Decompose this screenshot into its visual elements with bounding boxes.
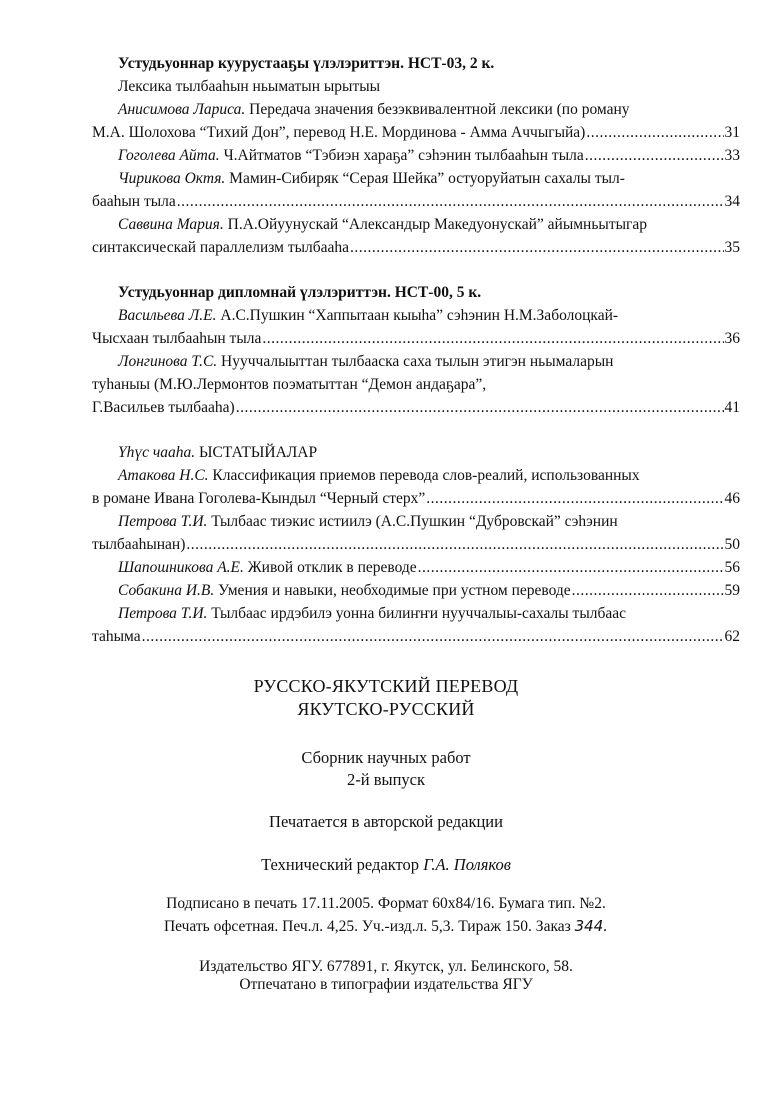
leader-dots (572, 579, 724, 602)
toc-entry-line (92, 396, 740, 419)
toc-entry (118, 579, 740, 602)
toc-entry-text: Шапошникова А.Е. Живой отклик в переводе (118, 559, 417, 576)
book-title-line1: РУССКО-ЯКУТСКИЙ ПЕРЕВОД (253, 676, 519, 696)
toc-page-number: 46 (724, 490, 740, 507)
toc-section (92, 52, 740, 259)
order-number: 344. (574, 917, 609, 935)
toc-entry-text: бааһын тыла (92, 193, 176, 210)
edition-note: Печатается в авторской редакции (269, 812, 503, 831)
toc-entry-text: в романе Ивана Гоголева-Кындыл “Черный стерх” (92, 490, 426, 507)
print-details-text: Печать офсетная. Печ.л. 4,25. Уч.-изд.л. 5,3. Тираж 150. Заказ (163, 918, 571, 935)
toc-entry-text: Саввина Мария. П.А.Ойуунускай “Александыр Македуонускай” айымньытыгар (118, 216, 648, 233)
toc-page-number: 59 (724, 582, 740, 599)
toc-subheading: Лексика тылбааһын ньыматын ырытыы (118, 78, 381, 95)
toc-entry-author: Петрова Т.И. (118, 513, 208, 530)
toc-entry (92, 98, 740, 144)
toc-entry-author: Собакина И.В. (118, 582, 215, 599)
tech-editor (0, 855, 772, 875)
print-details-line2 (0, 917, 772, 936)
toc-entry (118, 144, 740, 167)
toc-entry-line (118, 167, 740, 190)
toc-entry (92, 602, 740, 648)
toc-entry-text: М.А. Шолохова “Тихий Дон”, перевод Н.Е. Мординова - Амма Аччыгыйа) (92, 124, 586, 141)
toc-entry-line (92, 625, 740, 648)
toc-entry-line (118, 510, 740, 533)
toc-entry-author: Чирикова Октя. (118, 170, 226, 187)
toc-entry-text: Петрова Т.И. Тылбаас тиэкис истиилэ (А.С.Пушкин “Дубровскай” сэһэнин (118, 513, 618, 530)
toc-entry (92, 213, 740, 259)
publisher-address: Издательство ЯГУ. 677891, г. Якутск, ул. Белинского, 58. (199, 958, 573, 975)
toc-entry-text: Чирикова Октя. Мамин-Сибиряк “Серая Шейка” остуоруйатын сахалы тыл- (118, 170, 625, 187)
collection-label: Сборник научных работ (301, 748, 471, 767)
toc-section (92, 441, 740, 648)
toc-entry-text: Атакова Н.С. Классификация приемов перевода слов-реалий, использованных (118, 467, 640, 484)
toc-entry-text: Васильева Л.Е. А.С.Пушкин “Хаппытаан кыыһа” сэһэнин Н.М.Заболоцкай- (118, 307, 619, 324)
toc-entry (92, 304, 740, 350)
leader-dots (585, 144, 724, 167)
toc-entry-line (118, 304, 740, 327)
toc-page-number: 31 (724, 124, 740, 141)
toc-section (92, 281, 740, 419)
toc-entry-line (92, 121, 740, 144)
toc-entry-line (92, 533, 740, 556)
toc-entry-author: Атакова Н.С. (118, 467, 209, 484)
toc-entry-author: Гоголева Айта. (118, 147, 220, 164)
toc-entry-text: Г.Васильев тылбааһа) (92, 399, 235, 416)
table-of-contents (92, 52, 740, 670)
tech-editor-name: Г.А. Поляков (423, 855, 511, 874)
toc-entry-line (118, 144, 740, 167)
leader-dots (177, 190, 724, 213)
toc-entry-author: Васильева Л.Е. (118, 307, 217, 324)
toc-page-number: 62 (724, 628, 740, 645)
toc-entry-line (92, 190, 740, 213)
toc-entry-text: туһаныы (М.Ю.Лермонтов поэматыттан “Демон андаҕара”, (92, 376, 487, 393)
printing-house: Отпечатано в типографии издательства ЯГУ (239, 976, 533, 993)
toc-entry-line (92, 487, 740, 510)
toc-entry-text: Петрова Т.И. Тылбаас ирдэбилэ уонна билиҥҥи нууччалыы-сахалы тылбаас (118, 605, 626, 622)
book-title-line2: ЯКУТСКО-РУССКИЙ (297, 699, 475, 719)
toc-entry (118, 556, 740, 579)
toc-section-heading (118, 441, 740, 464)
leader-dots (426, 487, 723, 510)
toc-entry-line (92, 236, 740, 259)
toc-entry (92, 464, 740, 510)
toc-entry-text: тылбааһынан) (92, 536, 186, 553)
toc-entry-text: Гоголева Айта. Ч.Айтматов “Тэбиэн хараҕа” сэһэнин тылбааһын тыла (118, 147, 584, 164)
toc-part-label: Үһүс чааһа. (118, 444, 200, 461)
issue-label: 2-й выпуск (347, 770, 425, 789)
toc-entry-author: Петрова Т.И. (118, 605, 208, 622)
toc-entry-author: Саввина Мария. (118, 216, 224, 233)
toc-entry (92, 167, 740, 213)
toc-entry-author: Лонгинова Т.С. (118, 353, 218, 370)
tech-editor-label: Технический редактор (261, 855, 420, 874)
toc-entry-text: Чысхаан тылбааһын тыла (92, 330, 262, 347)
toc-entry-line (118, 464, 740, 487)
print-details-line1: Подписано в печать 17.11.2005. Формат 60x84/16. Бумага тип. №2. (166, 895, 606, 912)
toc-entry-line (92, 327, 740, 350)
toc-entry (92, 350, 740, 419)
toc-page-number: 33 (724, 147, 740, 164)
toc-entry-author: Шапошникова А.Е. (118, 559, 244, 576)
toc-page-number: 34 (724, 193, 740, 210)
toc-entry-text: Собакина И.В. Умения и навыки, необходимые при устном переводе (118, 582, 571, 599)
leader-dots (142, 625, 724, 648)
toc-part-title: ЫСТАТЫЙАЛАР (199, 444, 318, 461)
toc-entry-line (118, 579, 740, 602)
toc-section-heading: Устудьуоннар куурустааҕы үлэлэриттэн. НСТ-03, 2 к. (118, 55, 495, 72)
toc-page-number: 36 (724, 330, 740, 347)
leader-dots (262, 327, 723, 350)
toc-page-number: 56 (724, 559, 740, 576)
leader-dots (586, 121, 723, 144)
toc-entry-line (118, 602, 740, 625)
toc-entry-text: таһыма (92, 628, 141, 645)
toc-entry-text: Лонгинова Т.С. Нууччалыыттан тылбааска саха тылын этигэн ньымаларын (118, 353, 614, 370)
toc-entry-line (118, 213, 740, 236)
leader-dots (350, 236, 723, 259)
leader-dots (236, 396, 724, 419)
toc-entry-author: Анисимова Лариса. (118, 101, 246, 118)
toc-entry-line (118, 350, 740, 373)
toc-page-number: 50 (724, 536, 740, 553)
leader-dots (418, 556, 724, 579)
toc-section-heading: Устудьуоннар дипломнай үлэлэриттэн. НСТ-00, 5 к. (118, 284, 482, 301)
toc-entry (92, 510, 740, 556)
leader-dots (186, 533, 723, 556)
toc-page-number: 41 (724, 399, 740, 416)
toc-page-number: 35 (724, 239, 740, 256)
toc-entry-text: синтаксическай параллелизм тылбааһа (92, 239, 350, 256)
toc-entry-line (118, 98, 740, 121)
toc-entry-text: Анисимова Лариса. Передача значения безэквивалентной лексики (по роману (118, 101, 630, 118)
toc-entry-line (92, 373, 740, 396)
toc-entry-line (118, 556, 740, 579)
